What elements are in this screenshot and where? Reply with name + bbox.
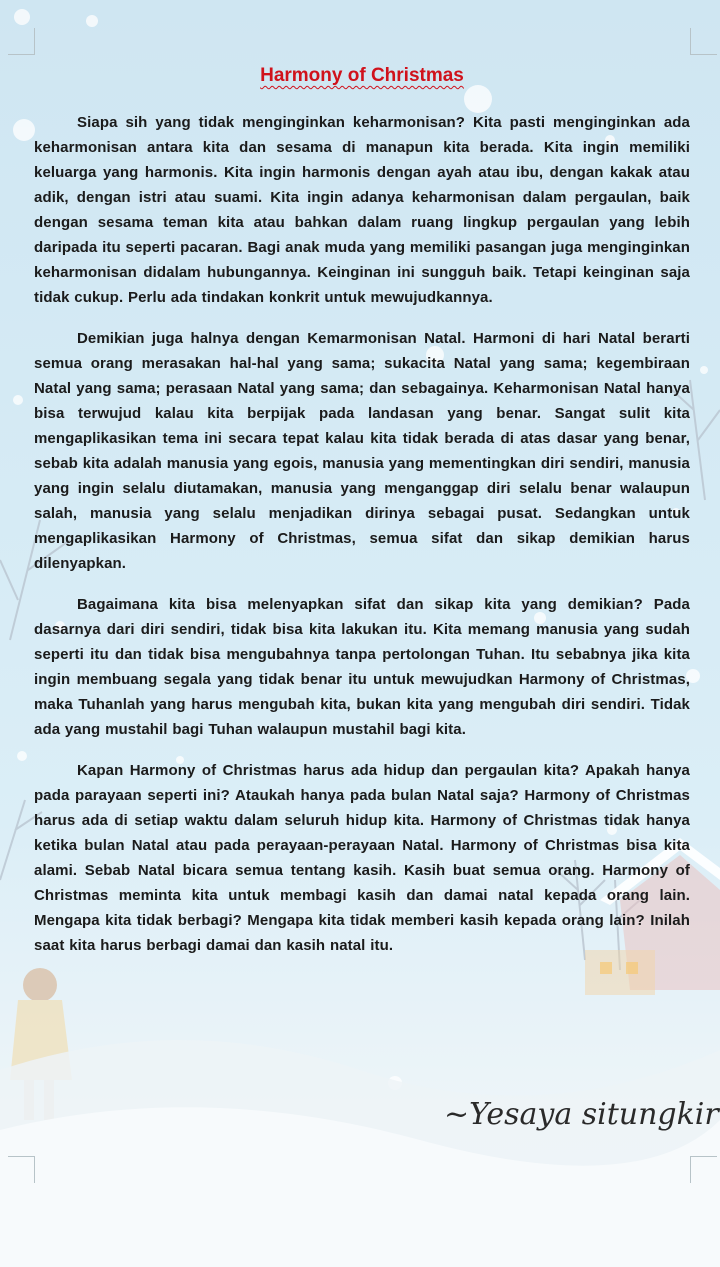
document-body: [34, 60, 690, 974]
document-title: Harmony of Christmas: [260, 65, 464, 86]
paragraph-1: Siapa sih yang tidak menginginkan keharmonisan? Kita pasti menginginkan ada keharmonisan antara kita dan sesama di manapun kita berada. Kita ingin memiliki keluarga yang harmonis. Kita ingin harmonis dengan ayah atau ibu, dengan kakak atau adik, dengan istri atau suami. Kita ingin adanya keharmonisan dalam pergaulan, baik dengan sesama teman kita atau bahkan dalam ruang lingkup pergaulan yang lebih daripada itu seperti pacaran. Bagi anak muda yang memiliki pasangan juga menginginkan keharmonisan didalam hubungannya. Keinginan ini sungguh baik. Tetapi keinginan saja tidak cukup. Perlu ada tindakan konkrit untuk mewujudkannya.: [34, 114, 690, 306]
paragraph-4: Kapan Harmony of Christmas harus ada hidup dan pergaulan kita? Apakah hanya pada parayaan seperti ini? Ataukah hanya pada bulan Natal saja? Harmony of Christmas harus ada di setiap waktu dalam seluruh hidup kita. Harmony of Christmas tidak hanya ketika bulan Natal atau pada perayaan-perayaan Natal. Harmony of Christmas bisa kita alami. Sebab Natal bicara semua tentang kasih. Kasih buat semua orang. Harmony of Christmas meminta kita untuk membagi kasih dan damai natal kepada orang lain. Mengapa kita tidak berbagi? Mengapa kita tidak memberi kasih kepada orang lain? Inilah saat kita harus berbagi damai dan kasih natal itu.: [34, 762, 690, 954]
corner-mark-top-right: [690, 28, 717, 55]
corner-mark-bottom-right: [690, 1156, 717, 1183]
paragraph-3: Bagaimana kita bisa melenyapkan sifat dan sikap kita yang demikian? Pada dasarnya dari diri sendiri, tidak bisa kita lakukan itu. Kita memang manusia yang sudah seperti itu dan tidak bisa mengubahnya tanpa pertolongan Tuhan. Itu sebabnya jika kita ingin membuang segala yang tidak benar itu untuk mewujudkan Harmony of Christmas, maka Tuhanlah yang harus mengubah kita, bukan kita yang mengubah diri sendiri. Tidak ada yang mustahil bagi Tuhan walaupun mustahil bagi kita.: [34, 596, 690, 738]
corner-mark-top-left: [8, 28, 35, 55]
corner-mark-bottom-left: [8, 1156, 35, 1183]
snow-hills: [0, 1040, 720, 1267]
author-signature: ~Yesaya situngkir: [444, 1097, 719, 1132]
paragraph-2: Demikian juga halnya dengan Kemarmonisan Natal. Harmoni di hari Natal berarti semua orang merasakan hal-hal yang sama; sukacita Natal yang sama; kegembiraan Natal yang sama; perasaan Natal yang sama; dan sebagainya. Keharmonisan Natal hanya bisa terwujud kalau kita berpijak pada landasan yang benar. Sangat sulit kita mengaplikasikan tema ini secara tepat kalau kita tidak berada di atas dasar yang benar, sebab kita adalah manusia yang egois, manusia yang mementingkan diri sendiri, manusia yang ingin selalu diutamakan, manusia yang menganggap diri selalu benar walaupun salah, manusia yang selalu menjadikan dirinya sebagai pusat. Sedangkan untuk mengaplikasikan Harmony of Christmas, semua sifat dan sikap demikian harus dilenyapkan.: [34, 330, 690, 572]
